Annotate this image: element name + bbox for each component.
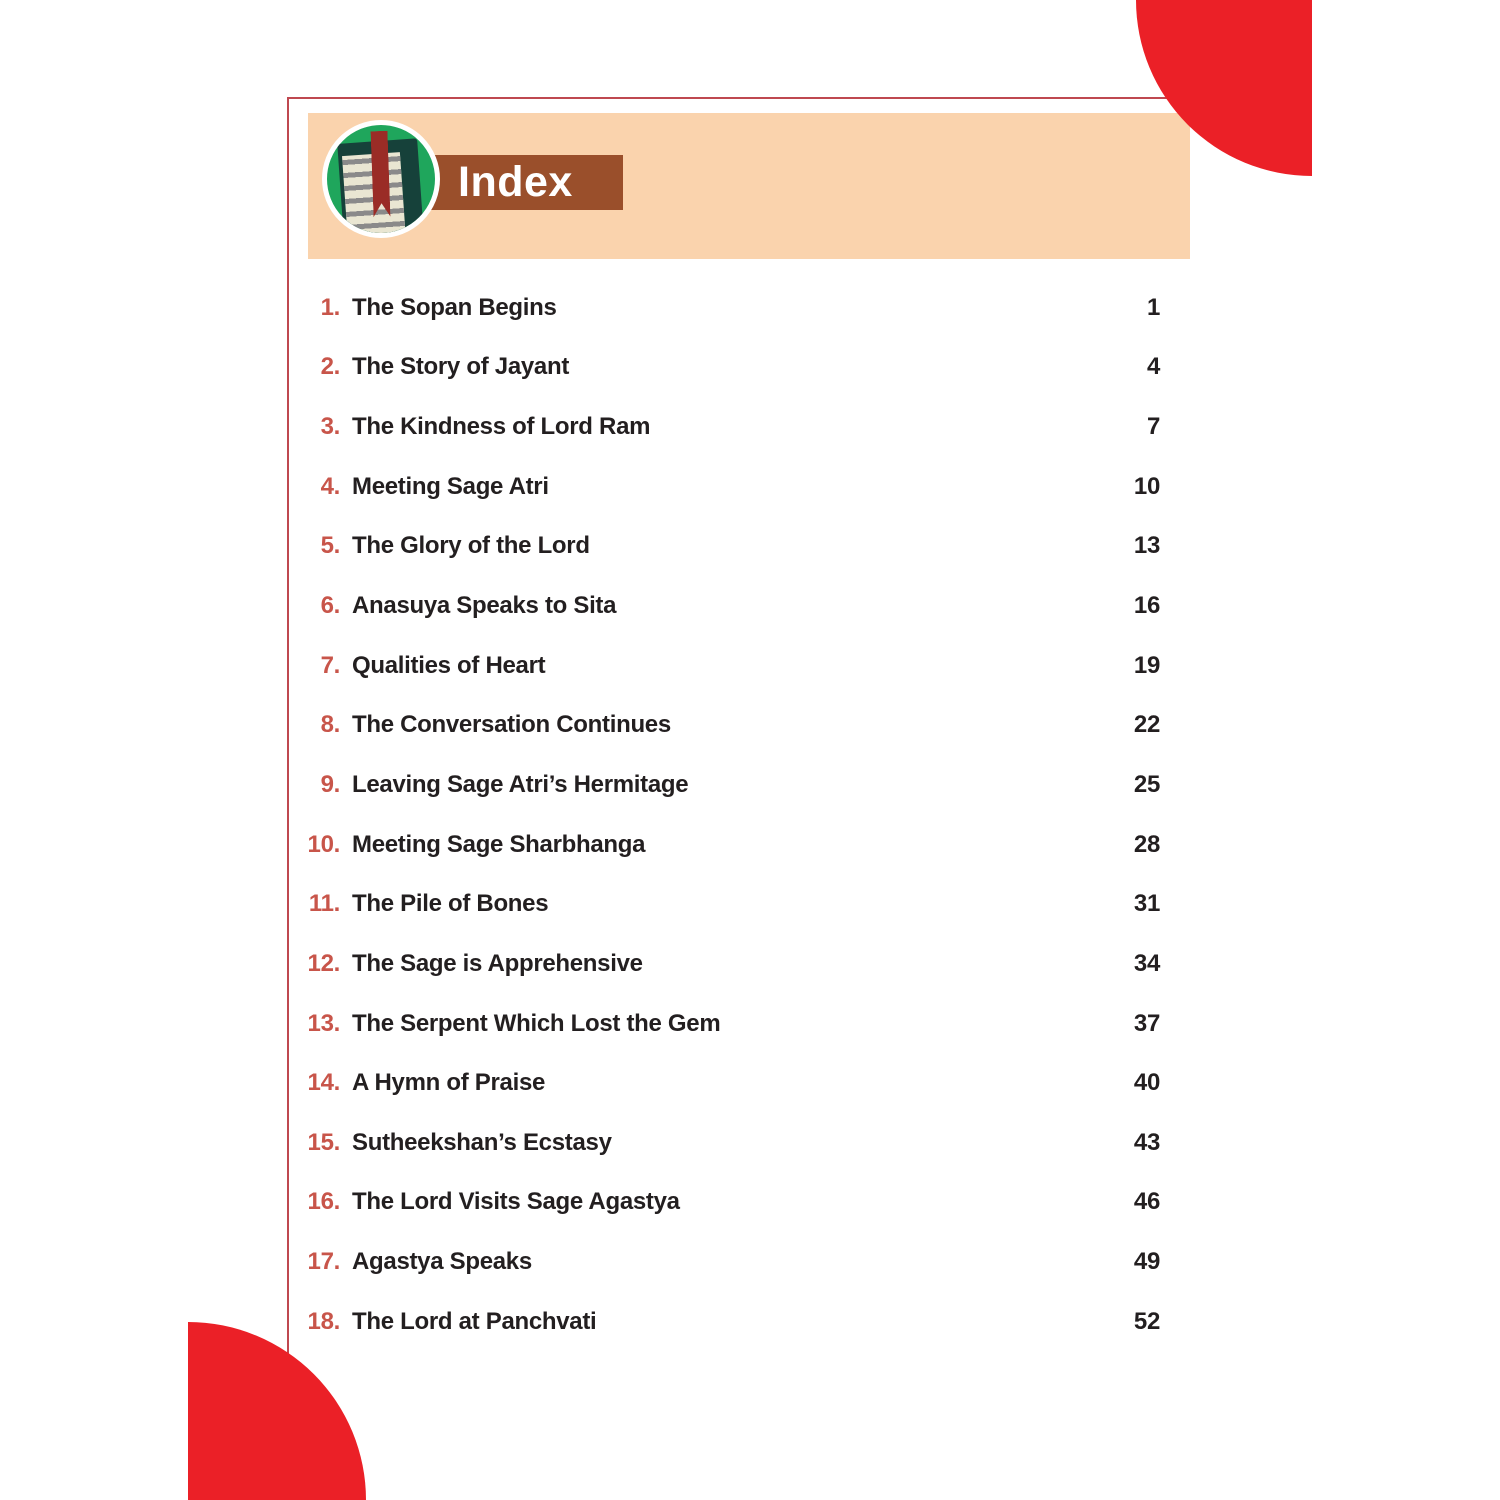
index-row <box>288 1292 1160 1352</box>
item-title: Sutheekshan’s Ecstasy <box>352 1128 612 1156</box>
item-title: Anasuya Speaks to Sita <box>352 592 617 620</box>
item-title: The Lord Visits Sage Agastya <box>352 1188 680 1216</box>
item-number: 15. <box>307 1128 340 1156</box>
index-row <box>288 1232 1160 1292</box>
index-row <box>288 1113 1160 1173</box>
item-number: 7. <box>320 651 340 679</box>
item-title: Meeting Sage Atri <box>352 472 549 500</box>
item-page: 1 <box>1146 293 1160 321</box>
item-number: 13. <box>307 1009 340 1037</box>
item-page: 16 <box>1133 592 1160 620</box>
item-page: 49 <box>1133 1248 1160 1276</box>
item-number: 10. <box>307 830 340 858</box>
item-page: 22 <box>1133 711 1160 739</box>
item-page: 25 <box>1133 770 1160 798</box>
index-row <box>288 457 1160 517</box>
item-page: 43 <box>1133 1128 1160 1156</box>
item-title: Leaving Sage Atri’s Hermitage <box>352 770 689 798</box>
item-number: 14. <box>307 1069 340 1097</box>
item-title: A Hymn of Praise <box>352 1069 546 1097</box>
item-title: The Sopan Begins <box>352 293 557 321</box>
item-title: The Story of Jayant <box>352 353 570 381</box>
item-page: 13 <box>1133 532 1160 560</box>
item-number: 8. <box>320 711 340 739</box>
item-number: 18. <box>307 1307 340 1335</box>
title-box <box>430 155 623 210</box>
item-number: 9. <box>320 770 340 798</box>
item-page: 28 <box>1133 830 1160 858</box>
index-row <box>288 934 1160 994</box>
item-title: The Glory of the Lord <box>352 532 590 560</box>
item-number: 4. <box>320 472 340 500</box>
item-page: 34 <box>1133 949 1160 977</box>
item-number: 12. <box>307 949 340 977</box>
item-title: The Sage is Apprehensive <box>352 949 643 977</box>
item-number: 1. <box>320 293 340 321</box>
item-title: The Serpent Which Lost the Gem <box>352 1009 721 1037</box>
item-title: The Kindness of Lord Ram <box>352 413 651 441</box>
open-book-with-bookmark-icon <box>322 120 440 238</box>
item-number: 3. <box>320 413 340 441</box>
item-number: 16. <box>307 1188 340 1216</box>
item-title: The Lord at Panchvati <box>352 1307 597 1335</box>
index-row <box>288 994 1160 1054</box>
index-row <box>288 755 1160 815</box>
item-page: 7 <box>1146 413 1160 441</box>
index-row <box>288 815 1160 875</box>
item-page: 31 <box>1133 890 1160 918</box>
item-page: 4 <box>1146 353 1160 381</box>
index-row <box>288 1053 1160 1113</box>
item-number: 5. <box>320 532 340 560</box>
item-title: The Conversation Continues <box>352 711 671 739</box>
index-row <box>288 576 1160 636</box>
index-row <box>288 397 1160 457</box>
item-number: 17. <box>307 1248 340 1276</box>
index-row <box>288 695 1160 755</box>
item-page: 40 <box>1133 1069 1160 1097</box>
index-row <box>288 278 1160 338</box>
index-row <box>288 874 1160 934</box>
item-page: 52 <box>1133 1307 1160 1335</box>
item-number: 2. <box>320 353 340 381</box>
bookmark-ribbon-icon <box>371 131 391 218</box>
item-title: The Pile of Bones <box>352 890 549 918</box>
item-page: 37 <box>1133 1009 1160 1037</box>
item-page: 46 <box>1133 1188 1160 1216</box>
item-number: 6. <box>320 592 340 620</box>
index-row <box>288 338 1160 398</box>
item-title: Agastya Speaks <box>352 1248 532 1276</box>
toc-list <box>288 278 1160 1352</box>
item-number: 11. <box>308 890 340 918</box>
index-row <box>288 1173 1160 1233</box>
item-page: 10 <box>1133 472 1160 500</box>
item-title: Qualities of Heart <box>352 651 546 679</box>
item-page: 19 <box>1133 651 1160 679</box>
page-title: Index <box>458 158 573 206</box>
item-title: Meeting Sage Sharbhanga <box>352 830 646 858</box>
index-row <box>288 636 1160 696</box>
index-row <box>288 517 1160 577</box>
